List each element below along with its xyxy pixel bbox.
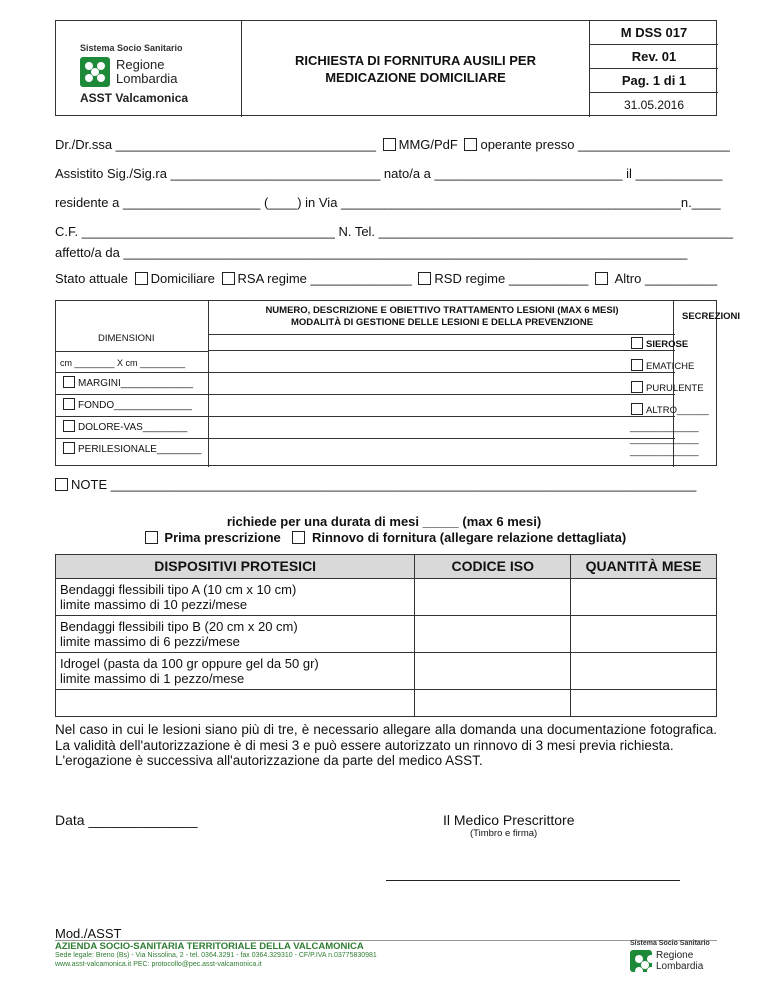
devices-header-row xyxy=(56,555,717,579)
info-paragraph xyxy=(55,722,717,769)
cf-row xyxy=(55,224,733,239)
il-field[interactable]: ____________ xyxy=(635,166,723,181)
altro-secr-lines[interactable]: _____________ _____________ _____________ xyxy=(630,422,699,457)
footer-logo-small: Sistema Socio Sanitario xyxy=(630,940,710,947)
stato-label: Stato attuale xyxy=(55,271,128,286)
assistito-row xyxy=(55,166,722,181)
sierose-checkbox[interactable] xyxy=(631,337,643,349)
domiciliare-label: Domiciliare xyxy=(150,271,215,286)
qty-cell[interactable] xyxy=(571,616,717,653)
operante-field[interactable]: _____________________ xyxy=(578,137,730,152)
logo-small-text: Sistema Socio Sanitario xyxy=(80,43,183,53)
purulente-row xyxy=(628,378,718,400)
doctor-field[interactable]: ____________________________________ xyxy=(115,137,376,152)
device-desc[interactable] xyxy=(56,690,415,717)
perilesionale-checkbox[interactable] xyxy=(63,442,75,454)
lesion-header xyxy=(209,301,675,335)
affetto-label: affetto/a da xyxy=(55,245,120,260)
logo-region-2: Lombardia xyxy=(116,71,178,86)
col-quantita: QUANTITÀ MESE xyxy=(571,555,717,579)
lesion-entry-row[interactable] xyxy=(209,417,675,439)
qty-cell[interactable] xyxy=(571,690,717,717)
nato-label: nato/a a xyxy=(383,166,431,181)
tel-label: N. Tel. xyxy=(338,224,376,239)
rinnovo-label: Rinnovo di fornitura (allegare relazione dettagliata) xyxy=(311,530,627,545)
rsa-label: RSA regime xyxy=(237,271,307,286)
margini-checkbox[interactable] xyxy=(63,376,75,388)
signature-line[interactable] xyxy=(386,880,680,881)
footer-logo-icon xyxy=(630,950,652,972)
secrezioni-header: SECREZIONI xyxy=(682,311,741,322)
device-line-1: Bendaggi flessibili tipo A (10 cm x 10 cm) xyxy=(60,582,297,597)
devices-table xyxy=(55,554,717,717)
note-row xyxy=(55,477,696,492)
document-header xyxy=(55,20,717,116)
device-desc xyxy=(56,653,415,690)
footer-web: www.asst-valcamonica.it PEC: protocollo@pec.asst-valcamonica.it xyxy=(55,961,262,968)
rsd-field[interactable]: ___________ xyxy=(508,271,589,286)
qty-cell[interactable] xyxy=(571,579,717,616)
footer-region-1: Regione xyxy=(656,950,694,961)
doc-date: 31.05.2016 xyxy=(623,98,685,112)
request-duration: richiede per una durata di mesi _____ (max 6 mesi) xyxy=(226,514,542,529)
title-line-1: RICHIESTA DI FORNITURA AUSILI PER xyxy=(295,53,536,68)
device-line-1: Bendaggi flessibili tipo B (20 cm x 20 cm) xyxy=(60,619,298,634)
fondo-checkbox[interactable] xyxy=(63,398,75,410)
purulente-label: PURULENTE xyxy=(646,383,704,394)
lesion-header-line-2: MODALITÀ DI GESTIONE DELLE LESIONI E DELLA PREVENZIONE xyxy=(290,317,594,328)
note-field[interactable]: _________________________________________________________________________________ xyxy=(110,477,697,492)
title-line-2: MEDICAZIONE DOMICILIARE xyxy=(325,70,506,85)
mmg-checkbox[interactable] xyxy=(383,138,396,151)
doc-rev: Rev. 01 xyxy=(590,45,718,69)
dolore-label: DOLORE-VAS________ xyxy=(78,422,188,433)
stato-row xyxy=(55,271,717,286)
rsd-checkbox[interactable] xyxy=(418,272,431,285)
lesion-entry-row[interactable] xyxy=(209,373,675,395)
lesion-entry-row[interactable] xyxy=(209,335,675,351)
dolore-checkbox[interactable] xyxy=(63,420,75,432)
info-text-2: L'erogazione è successiva all'autorizzazione da parte del medico ASST. xyxy=(55,753,483,768)
data-label: Data xyxy=(55,812,85,828)
device-line-2: limite massimo di 6 pezzi/mese xyxy=(60,634,240,649)
rinnovo-checkbox[interactable] xyxy=(292,531,305,544)
residente-field[interactable]: ___________________ xyxy=(122,195,261,210)
iso-cell[interactable] xyxy=(415,616,571,653)
operante-checkbox[interactable] xyxy=(464,138,477,151)
perilesionale-label: PERILESIONALE________ xyxy=(78,444,202,455)
residente-label: residente a xyxy=(55,195,120,210)
altro-field[interactable]: __________ xyxy=(644,271,718,286)
margini-row xyxy=(56,373,208,395)
perilesionale-row xyxy=(56,439,208,461)
fondo-label: FONDO______________ xyxy=(78,400,192,411)
lesion-mid-column xyxy=(208,301,674,467)
doctor-row xyxy=(55,137,730,152)
lesion-entry-row[interactable] xyxy=(209,351,675,373)
table-row xyxy=(56,653,717,690)
qty-cell[interactable] xyxy=(571,653,717,690)
info-text-1: Nel caso in cui le lesioni siano più di tre, è necessario allegare alla domanda una documentazione fotografica. La validità dell'autorizzazione è di mesi 3 e può essere autorizzato un rinnovo di 3 mesi previa richiesta. xyxy=(55,722,717,753)
note-label: NOTE xyxy=(71,477,108,492)
lesion-entry-row[interactable] xyxy=(209,439,675,467)
altro-secr-checkbox[interactable] xyxy=(631,403,643,415)
sierose-label: SIEROSE xyxy=(646,339,689,350)
civico-label: n.____ xyxy=(680,195,721,210)
logo-cell xyxy=(56,21,242,117)
tel-field[interactable]: _________________________________________________ xyxy=(378,224,733,239)
col-dispositivi: DISPOSITIVI PROTESICI xyxy=(56,555,415,579)
cf-field[interactable]: ___________________________________ xyxy=(81,224,335,239)
mmg-label: MMG/PdF xyxy=(398,137,458,152)
sierose-row xyxy=(628,334,718,356)
request-type-row xyxy=(0,530,768,545)
operante-label: operante presso xyxy=(480,137,575,152)
table-row xyxy=(56,616,717,653)
col-codice-iso: CODICE ISO xyxy=(415,555,571,579)
lesion-table xyxy=(55,300,741,466)
dimensioni-label: DIMENSIONI xyxy=(98,333,155,344)
table-row xyxy=(56,579,717,616)
altro-label: Altro xyxy=(614,271,642,286)
dolore-row xyxy=(56,417,208,439)
title-cell xyxy=(242,21,590,117)
il-label: il xyxy=(626,166,632,181)
device-line-1: Idrogel (pasta da 100 gr oppure gel da 50 gr) xyxy=(60,656,319,671)
document-title xyxy=(242,52,589,86)
prima-checkbox[interactable] xyxy=(145,531,158,544)
altro-secr-row xyxy=(628,400,718,422)
ematiche-label: EMATICHE xyxy=(646,361,695,372)
lesion-header-line-1: NUMERO, DESCRIZIONE E OBIETTIVO TRATTAMENTO LESIONI (MAX 6 MESI) xyxy=(265,305,619,316)
footer-azienda: AZIENDA SOCIO-SANITARIA TERRITORIALE DELLA VALCAMONICA xyxy=(55,941,364,952)
timbro-label: (Timbro e firma) xyxy=(470,828,538,839)
via-field[interactable]: _______________________________________________ xyxy=(341,195,681,210)
table-row xyxy=(56,690,717,717)
affetto-field[interactable]: ______________________________________________________________________________ xyxy=(123,245,688,260)
assistito-field[interactable]: _____________________________ xyxy=(170,166,381,181)
prima-label: Prima prescrizione xyxy=(164,530,281,545)
footer-sede: Sede legale: Breno (Bs) - Via Nissolina, 2 - tel. 0364.3291 - fax 0364.329310 - CF/P.IVA n.03775830981 xyxy=(55,952,377,959)
meta-cell xyxy=(590,21,718,117)
mod-label: Mod./ASST xyxy=(55,926,122,941)
doc-page: Pag. 1 di 1 xyxy=(590,69,718,93)
altro-secr-label: ALTRO______ xyxy=(646,405,709,416)
iso-cell[interactable] xyxy=(415,653,571,690)
cf-label: C.F. xyxy=(55,224,79,239)
device-line-2: limite massimo di 10 pezzi/mese xyxy=(60,597,248,612)
rsa-field[interactable]: ______________ xyxy=(310,271,412,286)
doc-code: M DSS 017 xyxy=(590,21,718,45)
rsa-checkbox[interactable] xyxy=(222,272,235,285)
doctor-label: Dr./Dr.ssa xyxy=(55,137,113,152)
ematiche-checkbox[interactable] xyxy=(631,359,643,371)
logo-region-1: Regione xyxy=(116,57,165,72)
rsd-label: RSD regime xyxy=(434,271,506,286)
cm-row[interactable]: cm ________ X cm _________ xyxy=(56,351,208,373)
logo-asst: ASST Valcamonica xyxy=(80,91,189,105)
nato-field[interactable]: __________________________ xyxy=(434,166,623,181)
via-label: (____) in Via xyxy=(263,195,338,210)
data-row xyxy=(55,812,197,828)
domiciliare-checkbox[interactable] xyxy=(135,272,148,285)
device-desc xyxy=(56,616,415,653)
altro-checkbox[interactable] xyxy=(595,272,608,285)
purulente-checkbox[interactable] xyxy=(631,381,643,393)
iso-cell[interactable] xyxy=(415,579,571,616)
note-checkbox[interactable] xyxy=(55,478,68,491)
fondo-row xyxy=(56,395,208,417)
margini-label: MARGINI_____________ xyxy=(78,378,194,389)
device-line-2: limite massimo di 1 pezzo/mese xyxy=(60,671,245,686)
affetto-row xyxy=(55,245,687,260)
footer-region-2: Lombardia xyxy=(656,961,704,972)
lesion-entry-row[interactable] xyxy=(209,395,675,417)
data-field[interactable]: ______________ xyxy=(88,812,198,828)
device-desc xyxy=(56,579,415,616)
residente-row xyxy=(55,195,721,210)
assistito-label: Assistito Sig./Sig.ra xyxy=(55,166,167,181)
ematiche-row xyxy=(628,356,718,378)
medico-label: Il Medico Prescrittore xyxy=(443,812,575,828)
regione-logo-icon xyxy=(80,57,110,87)
iso-cell[interactable] xyxy=(415,690,571,717)
